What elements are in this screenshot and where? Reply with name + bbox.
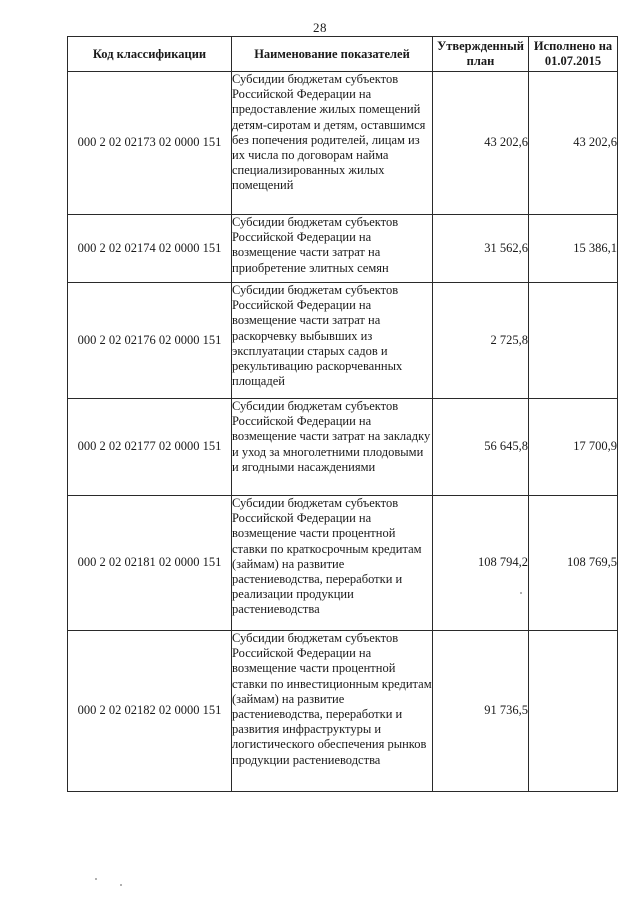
row-name: Субсидии бюджетам субъектов Российской Федерации на возмещение части процентной ставки по краткосрочным кредитам (займам) на развитие растениеводства, переработки и реализации продукции растениеводства (232, 496, 433, 631)
row-done (529, 283, 618, 399)
row-code: 000 2 02 02177 02 0000 151 (68, 399, 232, 496)
budget-execution-table (67, 36, 618, 792)
row-name: Субсидии бюджетам субъектов Российской Федерации на возмещение части процентной ставки по инвестиционным кредитам (займам) на развитие растениеводства, переработки и развития инфраструктуры и логистического обеспечения рынков продукции растениеводства (232, 631, 433, 792)
table-row (68, 283, 618, 399)
header-plan: Утвержденный план (433, 37, 529, 72)
table-row (68, 631, 618, 792)
scan-speck (95, 878, 97, 880)
row-done: 17 700,9 (529, 399, 618, 496)
table-header-row (68, 37, 618, 72)
row-code: 000 2 02 02174 02 0000 151 (68, 215, 232, 283)
row-name: Субсидии бюджетам субъектов Российской Федерации на возмещение части затрат на раскорчевку выбывших из эксплуатации старых садов и рекультивацию раскорчеванных площадей (232, 283, 433, 399)
page-number: 28 (313, 20, 327, 35)
header-done: Исполнено на 01.07.2015 (529, 37, 618, 72)
row-plan: 2 725,8 (433, 283, 529, 399)
scan-speck (520, 592, 522, 594)
table-row (68, 496, 618, 631)
row-plan: 43 202,6 (433, 72, 529, 215)
row-done: 43 202,6 (529, 72, 618, 215)
table-row (68, 215, 618, 283)
scan-speck (120, 884, 122, 886)
row-plan: 108 794,2 (433, 496, 529, 631)
row-code: 000 2 02 02173 02 0000 151 (68, 72, 232, 215)
table-row (68, 72, 618, 215)
row-code: 000 2 02 02181 02 0000 151 (68, 496, 232, 631)
table-row (68, 399, 618, 496)
row-done: 15 386,1 (529, 215, 618, 283)
row-code: 000 2 02 02182 02 0000 151 (68, 631, 232, 792)
row-code: 000 2 02 02176 02 0000 151 (68, 283, 232, 399)
row-plan: 31 562,6 (433, 215, 529, 283)
row-name: Субсидии бюджетам субъектов Российской Федерации на возмещение части затрат на приобретение элитных семян (232, 215, 433, 283)
header-code: Код классификации (68, 37, 232, 72)
header-name: Наименование показателей (232, 37, 433, 72)
row-done: 108 769,5 (529, 496, 618, 631)
row-plan: 56 645,8 (433, 399, 529, 496)
row-done (529, 631, 618, 792)
row-name: Субсидии бюджетам субъектов Российской Федерации на возмещение части затрат на закладку и уход за многолетними плодовыми и ягодными насаждениями (232, 399, 433, 496)
row-plan: 91 736,5 (433, 631, 529, 792)
row-name: Субсидии бюджетам субъектов Российской Федерации на предоставление жилых помещений детям-сиротам и детям, оставшимся без попечения родителей, лицам из их числа по договорам найма специализированных жилых помещений (232, 72, 433, 215)
